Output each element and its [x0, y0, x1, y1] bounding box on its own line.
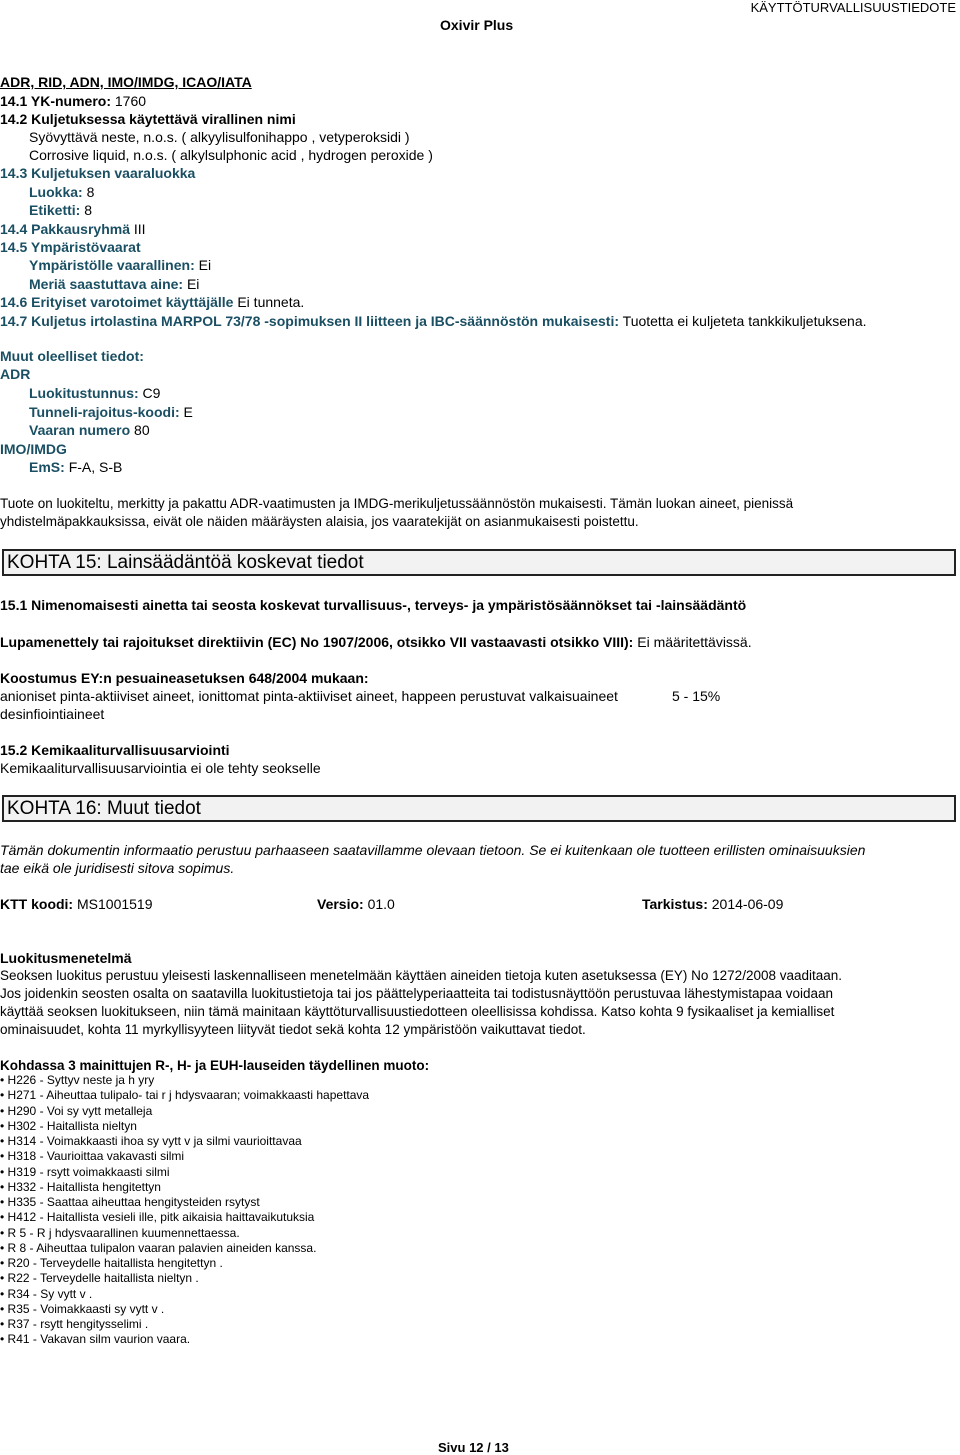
method-line-3: käyttää seoksen luokitukseen, niin tämä mainitaan käyttöturvallisuustiedotteen oleellisissa kohdissa. Katso kohta 9 fysikaaliset ja kemialliset — [0, 1004, 835, 1019]
version-value: 01.0 — [367, 896, 395, 912]
transport-note-line-2: yhdistelmäpakkauksissa, eivät ole näiden määräysten alaisia, jos vaaratekijät on asianmukaisesti poistettu. — [0, 514, 639, 529]
env-harm-label: Ympäristölle vaarallinen: — [29, 257, 195, 273]
phrase-item: • R 5 - R j hdysvaarallinen kuumennettaessa. — [0, 1226, 369, 1241]
phrase-item: • R20 - Terveydelle haitallista hengitettyn . — [0, 1256, 369, 1271]
phrase-item: • H318 - Vaurioittaa vakavasti silmi — [0, 1149, 369, 1164]
phrase-item: • H226 - Syttyv neste ja h yry — [0, 1073, 369, 1088]
etiketti-value: 8 — [84, 202, 93, 218]
un-number-value: 1760 — [114, 93, 147, 109]
phrase-item: • H412 - Haitallista vesieli ille, pitk aikaisia haittavaikutuksia — [0, 1210, 369, 1225]
imo-label: IMO/IMDG — [0, 441, 67, 457]
etiketti-label: Etiketti: — [29, 202, 81, 218]
version-label: Versio: — [317, 896, 364, 912]
disclaimer-line-2: tae eikä ole juridisesti sitova sopimus. — [0, 860, 235, 876]
disclaimer-line-1: Tämän dokumentin informaatio perustuu parhaaseen saatavillamme olevaan tietoon. Se ei kuitenkaan ole tuotteen erillisten ominaisuuksien — [0, 842, 866, 858]
marine-pollutant-label: Meriä saastuttava aine: — [29, 276, 184, 292]
packing-group-value: III — [133, 221, 146, 237]
tunnel-code-value: E — [183, 404, 193, 420]
phrase-item: • R 8 - Aiheuttaa tulipalon vaaran palavien aineiden kanssa. — [0, 1241, 369, 1256]
sec15-sub1: 15.1 Nimenomaisesti ainetta tai seosta koskevat turvallisuus-, terveys- ja ympäristösäännökset tai -lainsäädäntö — [0, 597, 747, 613]
revision-label: Tarkistus: — [642, 896, 708, 912]
phrases-list — [0, 1073, 369, 1348]
tunnel-code-line — [29, 403, 193, 421]
other-info-title: Muut oleelliset tiedot: — [0, 348, 144, 364]
bulk-transport-value: Tuotetta ei kuljeteta tankkikuljetuksena. — [622, 313, 867, 329]
env-harm-line — [29, 256, 211, 274]
classification-code-value: C9 — [142, 385, 161, 401]
etiketti-line — [29, 201, 92, 219]
authorisation-label: Lupamenettely tai rajoitukset direktiivin (EC) No 1907/2006, otsikko VII vastaavasti otsikko VIII): — [0, 634, 634, 650]
method-line-4: ominaisuudet, kohta 11 myrkyllisyyteen liityvät tiedot sekä kohta 12 ympäristöön vaikuttavat tiedot. — [0, 1022, 586, 1037]
transport-note-line-1: Tuote on luokiteltu, merkitty ja pakattu ADR-vaatimusten ja IMDG-merikuljetussäännöstön mukaisesti. Tämän luokan aineet, pienissä — [0, 496, 794, 511]
revision-line — [642, 895, 783, 913]
phrase-item: • R34 - Sy vytt v . — [0, 1287, 369, 1302]
phrase-item: • H335 - Saattaa aiheuttaa hengitysteiden rsytyst — [0, 1195, 369, 1210]
classification-code-label: Luokitustunnus: — [29, 385, 139, 401]
page-number: Sivu 12 / 13 — [438, 1440, 509, 1455]
method-line-2: Jos joidenkin seosten osalta on saatavilla luokitustietoja tai jos päättelyperiaatteita tai todistusnäyttöön perustuvaa lähestymistapaa voidaan — [0, 986, 834, 1001]
transport-regulations: ADR, RID, ADN, IMO/IMDG, ICAO/IATA — [0, 74, 252, 90]
section-15-heading: KOHTA 15: Lainsäädäntöä koskevat tiedot — [2, 549, 956, 576]
phrase-item: • H319 - rsytt voimakkaasti silmi — [0, 1165, 369, 1180]
phrase-item: • H302 - Haitallista nieltyn — [0, 1119, 369, 1134]
un-number-line — [0, 92, 146, 110]
tunnel-code-label: Tunneli-rajoitus-koodi: — [29, 404, 180, 420]
phrase-item: • H271 - Aiheuttaa tulipalo- tai r j hdysvaaran; voimakkaasti hapettava — [0, 1088, 369, 1103]
detergent-components: anioniset pinta-aktiiviset aineet, ionittomat pinta-aktiiviset aineet, happeen perustuvat valkaisuaineet — [0, 688, 618, 704]
csa-text: Kemikaaliturvallisuusarviointia ei ole tehty seokselle — [0, 760, 321, 776]
phrase-item: • R35 - Voimakkaasti sy vytt v . — [0, 1302, 369, 1317]
method-title: Luokitusmenetelmä — [0, 950, 132, 966]
detergent-label: Koostumus EY:n pesuaineasetuksen 648/2004 mukaan: — [0, 670, 369, 686]
phrases-title: Kohdassa 3 mainittujen R-, H- ja EUH-lauseiden täydellinen muoto: — [0, 1058, 430, 1073]
luokka-value: 8 — [86, 184, 95, 200]
hazard-number-value: 80 — [134, 422, 150, 438]
env-harm-value: Ei — [198, 257, 212, 273]
adr-label: ADR — [0, 366, 31, 382]
shipping-name-en: Corrosive liquid, n.o.s. ( alkylsulphonic acid , hydrogen peroxide ) — [29, 147, 433, 163]
phrase-item: • H314 - Voimakkaasti ihoa sy vytt v ja silmi vaurioittavaa — [0, 1134, 369, 1149]
phrase-item: • H290 - Voi sy vytt metalleja — [0, 1104, 369, 1119]
detergent-disinfectants: desinfiointiaineet — [0, 706, 105, 722]
ktt-code-value: MS1001519 — [77, 896, 153, 912]
product-name: Oxivir Plus — [440, 17, 514, 33]
packing-group-label: 14.4 Pakkausryhmä — [0, 221, 130, 237]
document-type: KÄYTTÖTURVALLISUUSTIEDOTE — [750, 0, 956, 15]
authorisation-value: Ei määritettävissä. — [637, 634, 752, 650]
packing-group-line — [0, 220, 146, 238]
phrase-item: • R22 - Terveydelle haitallista nieltyn . — [0, 1271, 369, 1286]
sec15-sub2: 15.2 Kemikaaliturvallisuusarviointi — [0, 742, 230, 758]
method-line-1: Seoksen luokitus perustuu yleisesti laskennalliseen menetelmään käyttäen aineiden tietoja kuten asetuksessa (EY) No 1272/2008 vaaditaan. — [0, 968, 843, 983]
luokka-line — [29, 183, 94, 201]
ems-value: F-A, S-B — [68, 459, 123, 475]
hazard-number-line — [29, 421, 150, 439]
ems-line — [29, 458, 122, 476]
phrase-item: • R37 - rsytt hengitysselimi . — [0, 1317, 369, 1332]
special-precautions-value: Ei tunneta. — [237, 294, 305, 310]
un-number-label: 14.1 YK-numero: — [0, 93, 111, 109]
ems-label: EmS: — [29, 459, 65, 475]
env-hazards-label: 14.5 Ympäristövaarat — [0, 239, 141, 255]
shipping-name-fi: Syövyttävä neste, n.o.s. ( alkyylisulfonihappo , vetyperoksidi ) — [29, 129, 410, 145]
hazard-number-label: Vaaran numero — [29, 422, 131, 438]
shipping-name-label: 14.2 Kuljetuksessa käytettävä virallinen nimi — [0, 111, 296, 127]
hazard-class-label: 14.3 Kuljetuksen vaaraluokka — [0, 165, 196, 181]
phrase-item: • R41 - Vakavan silm vaurion vaara. — [0, 1332, 369, 1347]
authorisation-line — [0, 633, 752, 651]
bulk-transport-line — [0, 312, 867, 330]
ktt-code-line — [0, 895, 153, 913]
marine-pollutant-value: Ei — [186, 276, 200, 292]
classification-code-line — [29, 384, 160, 402]
version-line — [317, 895, 395, 913]
revision-value: 2014-06-09 — [711, 896, 784, 912]
marine-pollutant-line — [29, 275, 199, 293]
phrase-item: • H332 - Haitallista hengitettyn — [0, 1180, 369, 1195]
ktt-code-label: KTT koodi: — [0, 896, 74, 912]
bulk-transport-label: 14.7 Kuljetus irtolastina MARPOL 73/78 -sopimuksen II liitteen ja IBC-säännöstön mukaisesti: — [0, 313, 620, 329]
luokka-label: Luokka: — [29, 184, 83, 200]
special-precautions-line — [0, 293, 304, 311]
detergent-range: 5 - 15% — [672, 688, 721, 704]
special-precautions-label: 14.6 Erityiset varotoimet käyttäjälle — [0, 294, 234, 310]
section-16-heading: KOHTA 16: Muut tiedot — [2, 795, 956, 822]
